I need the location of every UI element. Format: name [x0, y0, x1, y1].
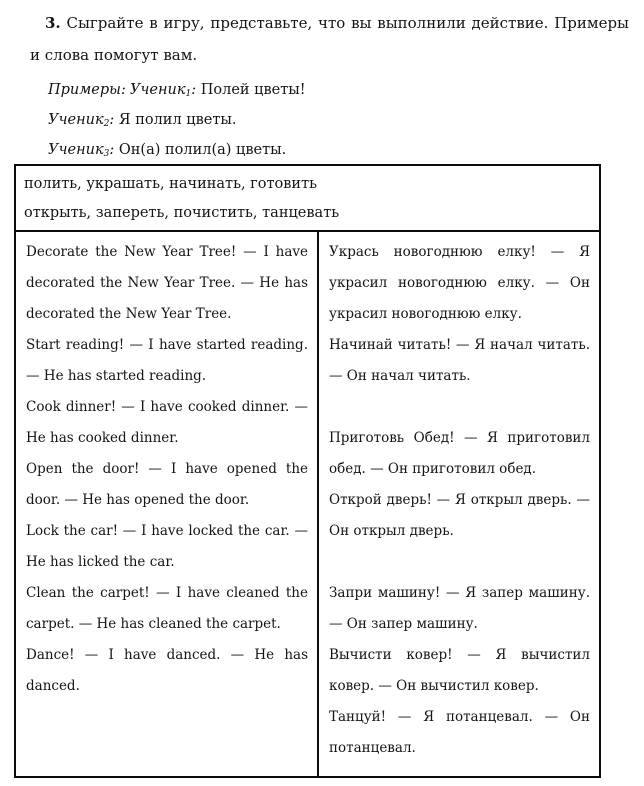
examples-block — [48, 76, 644, 166]
vocab-entry-en: Open the door! — I have opened the door. — He has opened the door. — [26, 461, 308, 508]
speaker-number: 2 — [103, 119, 110, 129]
vocab-entry-en: Start reading! — I have started reading. — He has started reading. — [26, 337, 308, 384]
english-column — [16, 232, 319, 776]
example-text: Полей цветы! — [200, 82, 306, 98]
speaker-number: 3 — [103, 149, 110, 159]
example-text: Он(а) полил(а) цветы. — [118, 142, 287, 158]
speaker-separator: : — [109, 112, 115, 128]
exercise-text: Сыграйте в игру, представьте, что вы выполнили действие. Примеры и слова помогут вам. — [30, 14, 629, 64]
example-line-2 — [48, 106, 644, 136]
vocabulary-table — [14, 164, 601, 778]
table-header — [16, 166, 599, 232]
vocab-entry-ru: Запри машину! — Я запер машину. — Он запер машину. — [329, 585, 590, 632]
vocab-entry-en: Clean the carpet! — I have cleaned the carpet. — He has cleaned the carpet. — [26, 585, 308, 632]
vocab-entry-ru: Приготовь Обед! — Я приготовил обед. — Он приготовил обед. — [329, 430, 590, 477]
vocab-entry-ru: Начинай читать! — Я начал читать. — Он начал читать. — [329, 337, 590, 384]
vocab-entry-ru: Танцуй! — Я потанцевал. — Он потанцевал. — [329, 709, 590, 756]
vocab-entry-en: Decorate the New Year Tree! — I have decorated the New Year Tree. — He has decorated the New Year Tree. — [26, 244, 308, 322]
vocab-entry-en: Dance! — I have danced. — He has danced. — [26, 647, 308, 694]
example-text: Я полил цветы. — [118, 112, 237, 128]
speaker-number: 1 — [185, 89, 192, 99]
examples-label: Примеры: — [48, 82, 126, 98]
exercise-number: 3. — [45, 14, 61, 32]
vocab-entry-ru: Укрась новогоднюю елку! — Я украсил новогоднюю елку. — Он украсил новогоднюю елку. — [329, 244, 590, 322]
speaker-name: Ученик — [48, 142, 104, 158]
speaker-name: Ученик — [48, 112, 104, 128]
header-word-line-1: полить, украшать, начинать, готовить — [24, 176, 318, 192]
worksheet-page — [0, 7, 644, 786]
vocab-entry-ru: Открой дверь! — Я открыл дверь. — Он открыл дверь. — [329, 492, 590, 539]
table-body — [16, 232, 599, 776]
header-word-line-2: открыть, запереть, почистить, танцевать — [24, 205, 340, 221]
vocab-entry-ru: Вычисти ковер! — Я вычистил ковер. — Он вычистил ковер. — [329, 647, 590, 694]
example-line-3 — [48, 136, 644, 166]
vocab-entry-en: Lock the car! — I have locked the car. — He has licked the car. — [26, 523, 308, 570]
exercise-instruction — [30, 7, 629, 71]
vocab-entry-en: Cook dinner! — I have cooked dinner. — He has cooked dinner. — [26, 399, 308, 446]
speaker-separator: : — [109, 142, 115, 158]
speaker-separator: : — [191, 82, 197, 98]
speaker-name: Ученик — [129, 82, 186, 98]
russian-column — [319, 232, 599, 776]
example-line-1 — [48, 76, 644, 106]
